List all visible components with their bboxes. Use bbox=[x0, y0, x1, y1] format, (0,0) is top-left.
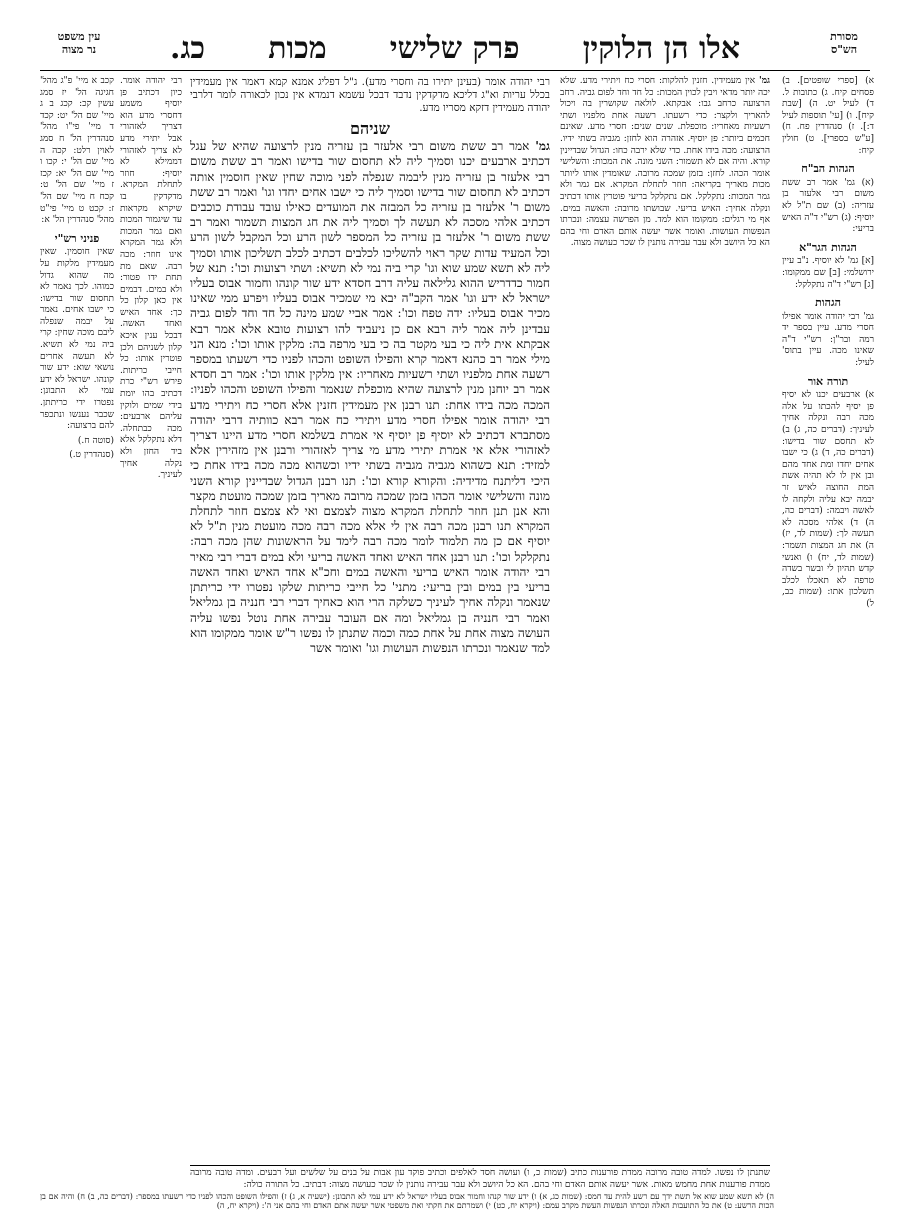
hagahot-gra-text: [א] גמ' לא יוסיף. נ"ב עיין ירושלמי: [ב] שם ממקומו: [ג] רש"י ד"ה נתקלקל: bbox=[782, 256, 874, 290]
gilyon-heading: הגהות bbox=[815, 296, 841, 310]
rashi-column bbox=[560, 76, 770, 1166]
header-page-number: כג. bbox=[170, 30, 206, 66]
gemara-label: גמ' bbox=[535, 139, 550, 154]
hagahot-gra-heading: הגהות הגר"א bbox=[799, 240, 857, 254]
hagahot-bach-heading: הגהות הב"ח bbox=[801, 162, 855, 176]
header-chapter: פרק שלישי bbox=[389, 30, 520, 66]
tosafot-text: רבי יהודה אומר. כיון דכתיב פן יוסיף משמע דחסרי מדע הוא דצריך לאזהורי אבל יתירי מדע לא צריך לאזהורי דממילא לא יוסיף: חוזר לתחלת המקרא. מדקדקין בו שיקרא מקראות עד שיגמור המכות ואם גמר המכות ולא גמר המקרא אינו חוזר: מכה רבה. שאם מת תחת ידו פטור: ולא במים. דבמים אין כאן קלון כל כך: אחד האיש ואחד האשה. דבכל ענין איכא קלון לשניהם ולכן פוטרין אותו: כל חייבי כריתות. פירש רש"י כרת דכתיב בהו יומת בידי שמים ולוקין עליהם ארבעים: מכה כבתחלה. דלא נתקלקל אלא ביד החזן ולא נקלה אחיך לעיניך. bbox=[120, 76, 182, 481]
rabbenu-text: שאין חוסמין. שאין מעמידין מלקות על מה שהוא גדול כמוהו. לכך נאמר לא תחסום שור בדישו: כי ישבו אחים. נאמר על יבמה שנפלה ליבם מוכה שחין: קרי ביה נמי לא תשיא. לא תעשה אחרים נושאי שוא: ידע שור קונהו. ישראל לא ידע עמי לא התבונן: נפטרו ידי כריתתן. שכבר נענשו ונתכפר להם ברצועה: bbox=[40, 247, 114, 432]
gemara-intro-text: רבי יהודה אומר (בעינן יתירו בה וחסרי מדע). ג"ל דפליג אמנא קמא דאמר אין מעמידין בכלל עריות וא"ג דליכא מדקדקין נדבד דבכל עשמא דנמדא אין נכון לכאורה לומר דלרבי יהודה מעמידין דזקא מסריו מדע. bbox=[190, 76, 550, 114]
torah-or-text: א) ארבעים יכנו לא יסיף פן יסיף להכתו על אלה מכה רבה ונקלה אחיך לעיניך: (דברים כה, ג) ב) לא תחסם שור בדישו: (דברים כה, ד) ג) כי ישבו אחים יחדו ומת אחד מהם ובן אין לו לא תהיה אשת המת החוצה לאיש זר יבמה יבא עליה ולקחה לו לאשה ויבמה: (דברים כה, ה) ד) אלהי מסכה לא תעשה לך: (שמות לד, יז) ה) את חג המצות תשמר: (שמות לד, יח) ו) ואנשי קדש תהיון לי ובשר בשדה טרפה לא תאכלו לכלב תשלכון אתו: (שמות כב, ל) bbox=[782, 390, 874, 609]
masoret-title: מסורת bbox=[830, 30, 858, 43]
rabbenu-heading: פניני רש"י bbox=[54, 231, 100, 245]
ref-note-2: (סנהדרין ט.) bbox=[69, 450, 114, 461]
ein-mishpat-label bbox=[44, 30, 114, 56]
gilyon-text: גמ' רבי יהודה אומר אפילו חסרי מדע. עיין בספר יד רמה ובר"ן: רש"י ד"ה שאינו מכה. עיין בתוס' לעיל: bbox=[782, 311, 874, 369]
gemara-column bbox=[190, 76, 550, 1156]
hashas-title: הש"ס bbox=[830, 43, 858, 56]
header-mishna-title: אלו הן הלוקין bbox=[582, 30, 740, 66]
gemara-heading: שניהם bbox=[350, 119, 390, 138]
page-header bbox=[170, 28, 740, 68]
ein-mishpat-text: קכב א מיי' פ"ג מהל' חגיגה הל' יז סמג עשין קכ: קכג ב ג מיי' שם הל' יט: קכד ד מיי' פי"ו מהל' סנהדרין הל' ח סמג לאוין רלט: קכה ה מיי' שם הל' י: קכו ו מיי' שם הל' יא: קכז ז מיי' שם הל' ט: קכח ח מיי' שם הל' ז: קכט ט מיי' פי"ט מהל' סנהדרין הל' א: bbox=[40, 76, 114, 226]
rashi-text: אין מעמידין. חזנין להלקות: חסרי כח ויתירי מדע. שלא יכה יותר מדאי ויבין לכוין המכות: כל חד וחד לפום גביה. רחב הרצועה כרחב גבו: אבקתא. לולאה שקושרין בה ויכול להאריך ולקצר: כדי רשעתו. רשעה אחת מלפניו ושתי רשעיות מאחריו: מוכפלת. שנים שנים: חסרי מדע. שאינם חכמים ביותר: פן יוסיף. אזהרה הוא לחזן: מגביה בשתי ידיו. הרצועה: מכה בידו אחת. כדי שלא ירבה כחו: הגדול שבדיינין קורא. והיה אם לא תשמור: השני מונה. את המכות: והשלישי אומר הכהו. לחזן: בזמן שמכה מרובה. שאומדין אותו ליותר מכות מאריך בקריאה: חוזר לתחלת המקרא. אם גמר ולא גמר המכות: נתקלקל. אם נתקלקל בריעי פוטרין אותו דכתיב ונקלה אחיך: האיש בריעי. שבושתו מרובה: והאשה במים. אף מי רגלים: ממקומו הוא למד. מן הפרשה עצמה: ונכרתו הנפשות העושות. ואומר אשר יעשה אותם האדם וחי בהם הא כל היושב ולא עבר עבירה נותנין לו שכר כעושה מצוה. bbox=[560, 76, 770, 249]
header-tractate: מכות bbox=[268, 30, 327, 66]
hagahot-bach-text: (א) גמ' אמר רב ששת משום רבי אלעזר בן עזריה: (ב) שם ת"ל לא יוסיף: (ג) רש"י ד"ה האיש בריעי: bbox=[782, 177, 874, 235]
torah-or-heading: תורה אור bbox=[807, 374, 849, 388]
ref-note-1: (סוטה ח.) bbox=[77, 435, 114, 446]
rashi-heading: גמ' bbox=[758, 76, 770, 86]
gemara-intro bbox=[190, 76, 550, 115]
tosafot-column bbox=[120, 76, 182, 1166]
gemara-text: אמר רב ששת משום רבי אלעזר בן עזריה מנין לרצועה שהיא של עגל דכתיב ארבעים יכנו וסמיך ליה לא תחסום שור בדישו ואמר רב ששת משום רבי אלעזר בן עזריה מנין ליבמה שנפלה לפני מוכה שחין שאין חוסמין אותה דכתיב לא תחסום שור בדישו וסמיך ליה כי ישבו אחים יחדו וגו' ואמר רב ששת משום ר' אלעזר בן עזריה כל המבזה את המועדים כאילו עובד עבודת כוכבים דכתיב אלהי מסכה לא תעשה לך וסמיך ליה את חג המצות תשמור ואמר רב ששת משום ר' אלעזר בן עזריה כל המספר לשון הרע וכל המקבל לשון הרע וכל המעיד עדות שקר ראוי להשליכו לכלבים דכתיב לכלב תשליכון אותו וסמיך ליה לא תשא שמע שוא וגו' קרי ביה נמי לא תשיא: ושתי רצועות וכו': תנא של חמור כדדריש ההוא גלילאה עליה דרב חסדא ידע שור קונהו וחמור אבוס בעליו ישראל לא ידע וגו' אמר הקב"ה יבא מי שמכיר אבוס בעליו ויפרע ממי שאינו מכיר אבוס בעליו: ידה טפח וכו': אמר אביי שמע מינה כל חד וחד לפום גביה עבדינן ליה אמר ליה רבא אם כן ניעביד להו רצועות טובא אלא אמר רבא אבקתא אית ליה כי בעי מקטר בה כי בעי מרפה בה: מלקין אותו וכו': מנא הני מילי אמר רב כהנא דאמר קרא והפילו השופט והכהו לפניו כדי רשעתו במספר רשעה אחת מלפניו ושתי רשעיות מאחריו: אין מלקין אותו וכו': אמר רב חסדא אמר רב יוחנן מנין לרצועה שהיא מוכפלת שנאמר והפילו השופט והכהו לפניו: המכה מכה בידו אחת: תנו רבנן אין מעמידין חזנין אלא חסרי כח ויתירי מדע רבי יהודה אומר אפילו חסרי מדע ויתירי כח אמר רבא כוותיה דרבי יהודה מסתברא דכתיב לא יוסיף פן יוסיף אי אמרת בשלמא חסרי מדע היינו דצריך לאזהורי אלא אי אמרת יתירי מדע מי צריך לאזהורי ורבנן אין מזהירין אלא למזיד: תנא כשהוא מגביה מגביה בשתי ידיו וכשהוא מכה מכה בידו אחת כי היכי דליתנח מדידיה: והקורא קורא וכו': תנו רבנן הגדול שבדיינין קורא השני מונה והשלישי אומר הכהו בזמן שמכה מרובה מאריך בזמן שמכה מועטת מקצר והא אנן תנן חוזר לתחלת המקרא מצוה לצמצם ואי לא צמצם חוזר לתחלת המקרא תנו רבנן מכה רבה אין לי אלא מכה רבה מכה מועטת מנין ת"ל לא יוסיף אם כן מה תלמוד לומר מכה רבה לימד על הראשונות שהן מכה רבה: נתקלקל וכו': תנו רבנן אחד האיש ואחד האשה בריעי ולא במים דברי רבי מאיר רבי יהודה אומר האיש בריעי והאשה במים וחכ"א אחד האיש ואחד האשה בריעי בין במים ובין בריעי: מתני' כל חייבי כריתות שלקו נפטרו ידי כריתתן שנאמר ונקלה אחיך לעיניך כשלקה הרי הוא כאחיך דברי רבי חנניה בן גמליאל ואמר רבי חנניה בן גמליאל ומה אם העובר עבירה אחת נוטל נפשו עליה העושה מצוה אחת על אחת כמה וכמה שתנתן לו נפשו ר"ש אומר ממקומו הוא למד שנאמר ונכרתו הנפשות העושות וגו' ואומר אשר bbox=[190, 139, 550, 655]
header-rule bbox=[40, 70, 870, 71]
left-margin-column bbox=[40, 76, 114, 1166]
ner-mitzva-title: נר מצוה bbox=[61, 43, 97, 56]
bottom-footnote-text: ה) לא תשא שמע שוא אל תשת ידך עם רשע להית עד חמס: (שמות כג, א) ו) ידע שור קנהו וחמור אבוס בעליו ישראל לא ידע עמי לא התבונן: (ישעיה א, ג) ז) והפילו השופט והכהו לפניו כדי רשעתו במספר: (דברים כה, ב) ח) והיה אם בן הכות הרשע: ט) את כל התועבות האלה ונכרתו הנפשות העשת מקרב עמם: (ויקרא יח, כט) י) ושמרתם את חקתי ואת משפטי אשר יעשה אתם האדם וחי בהם אני ה': (ויקרא יח, ה) bbox=[40, 1192, 774, 1210]
bottom-note bbox=[190, 1168, 770, 1192]
right-margin-column bbox=[782, 76, 874, 1166]
gemara-body bbox=[190, 139, 550, 656]
masoret-text: א) [ספרי שופטים]. ב) פסחים קיח. ג) כתובות ל. ד) לעיל יט. ה) [שבת קיח]. ו) [עי' תוספות לעיל ד:]. ז) סנהדרין פח. ח) [ע"ש בספרי]. ט) חולין קיח: bbox=[782, 76, 874, 156]
bottom-note-text: שתנתן לו נפשו. למדה טובה מרובה ממדת פורענות כתיב (שמות כ, ו) ועושה חסד לאלפים וכתיב פוקד עון אבות על בנים על שלשים ועל רבעים. ומדה טובה מרובה ממדת פורענות אחת מחמש מאות. אשר יעשה אותם האדם וחי בהם. הא כל היושב ולא עבר עבירה נותנין לו שכר כעושה מצוה: דבתיב. כל התורה כולה: bbox=[190, 1168, 770, 1190]
ein-mishpat-title: עין משפט bbox=[57, 30, 101, 43]
bottom-rule bbox=[190, 1165, 770, 1166]
bottom-footnote bbox=[40, 1192, 774, 1210]
masoret-label bbox=[814, 30, 874, 56]
